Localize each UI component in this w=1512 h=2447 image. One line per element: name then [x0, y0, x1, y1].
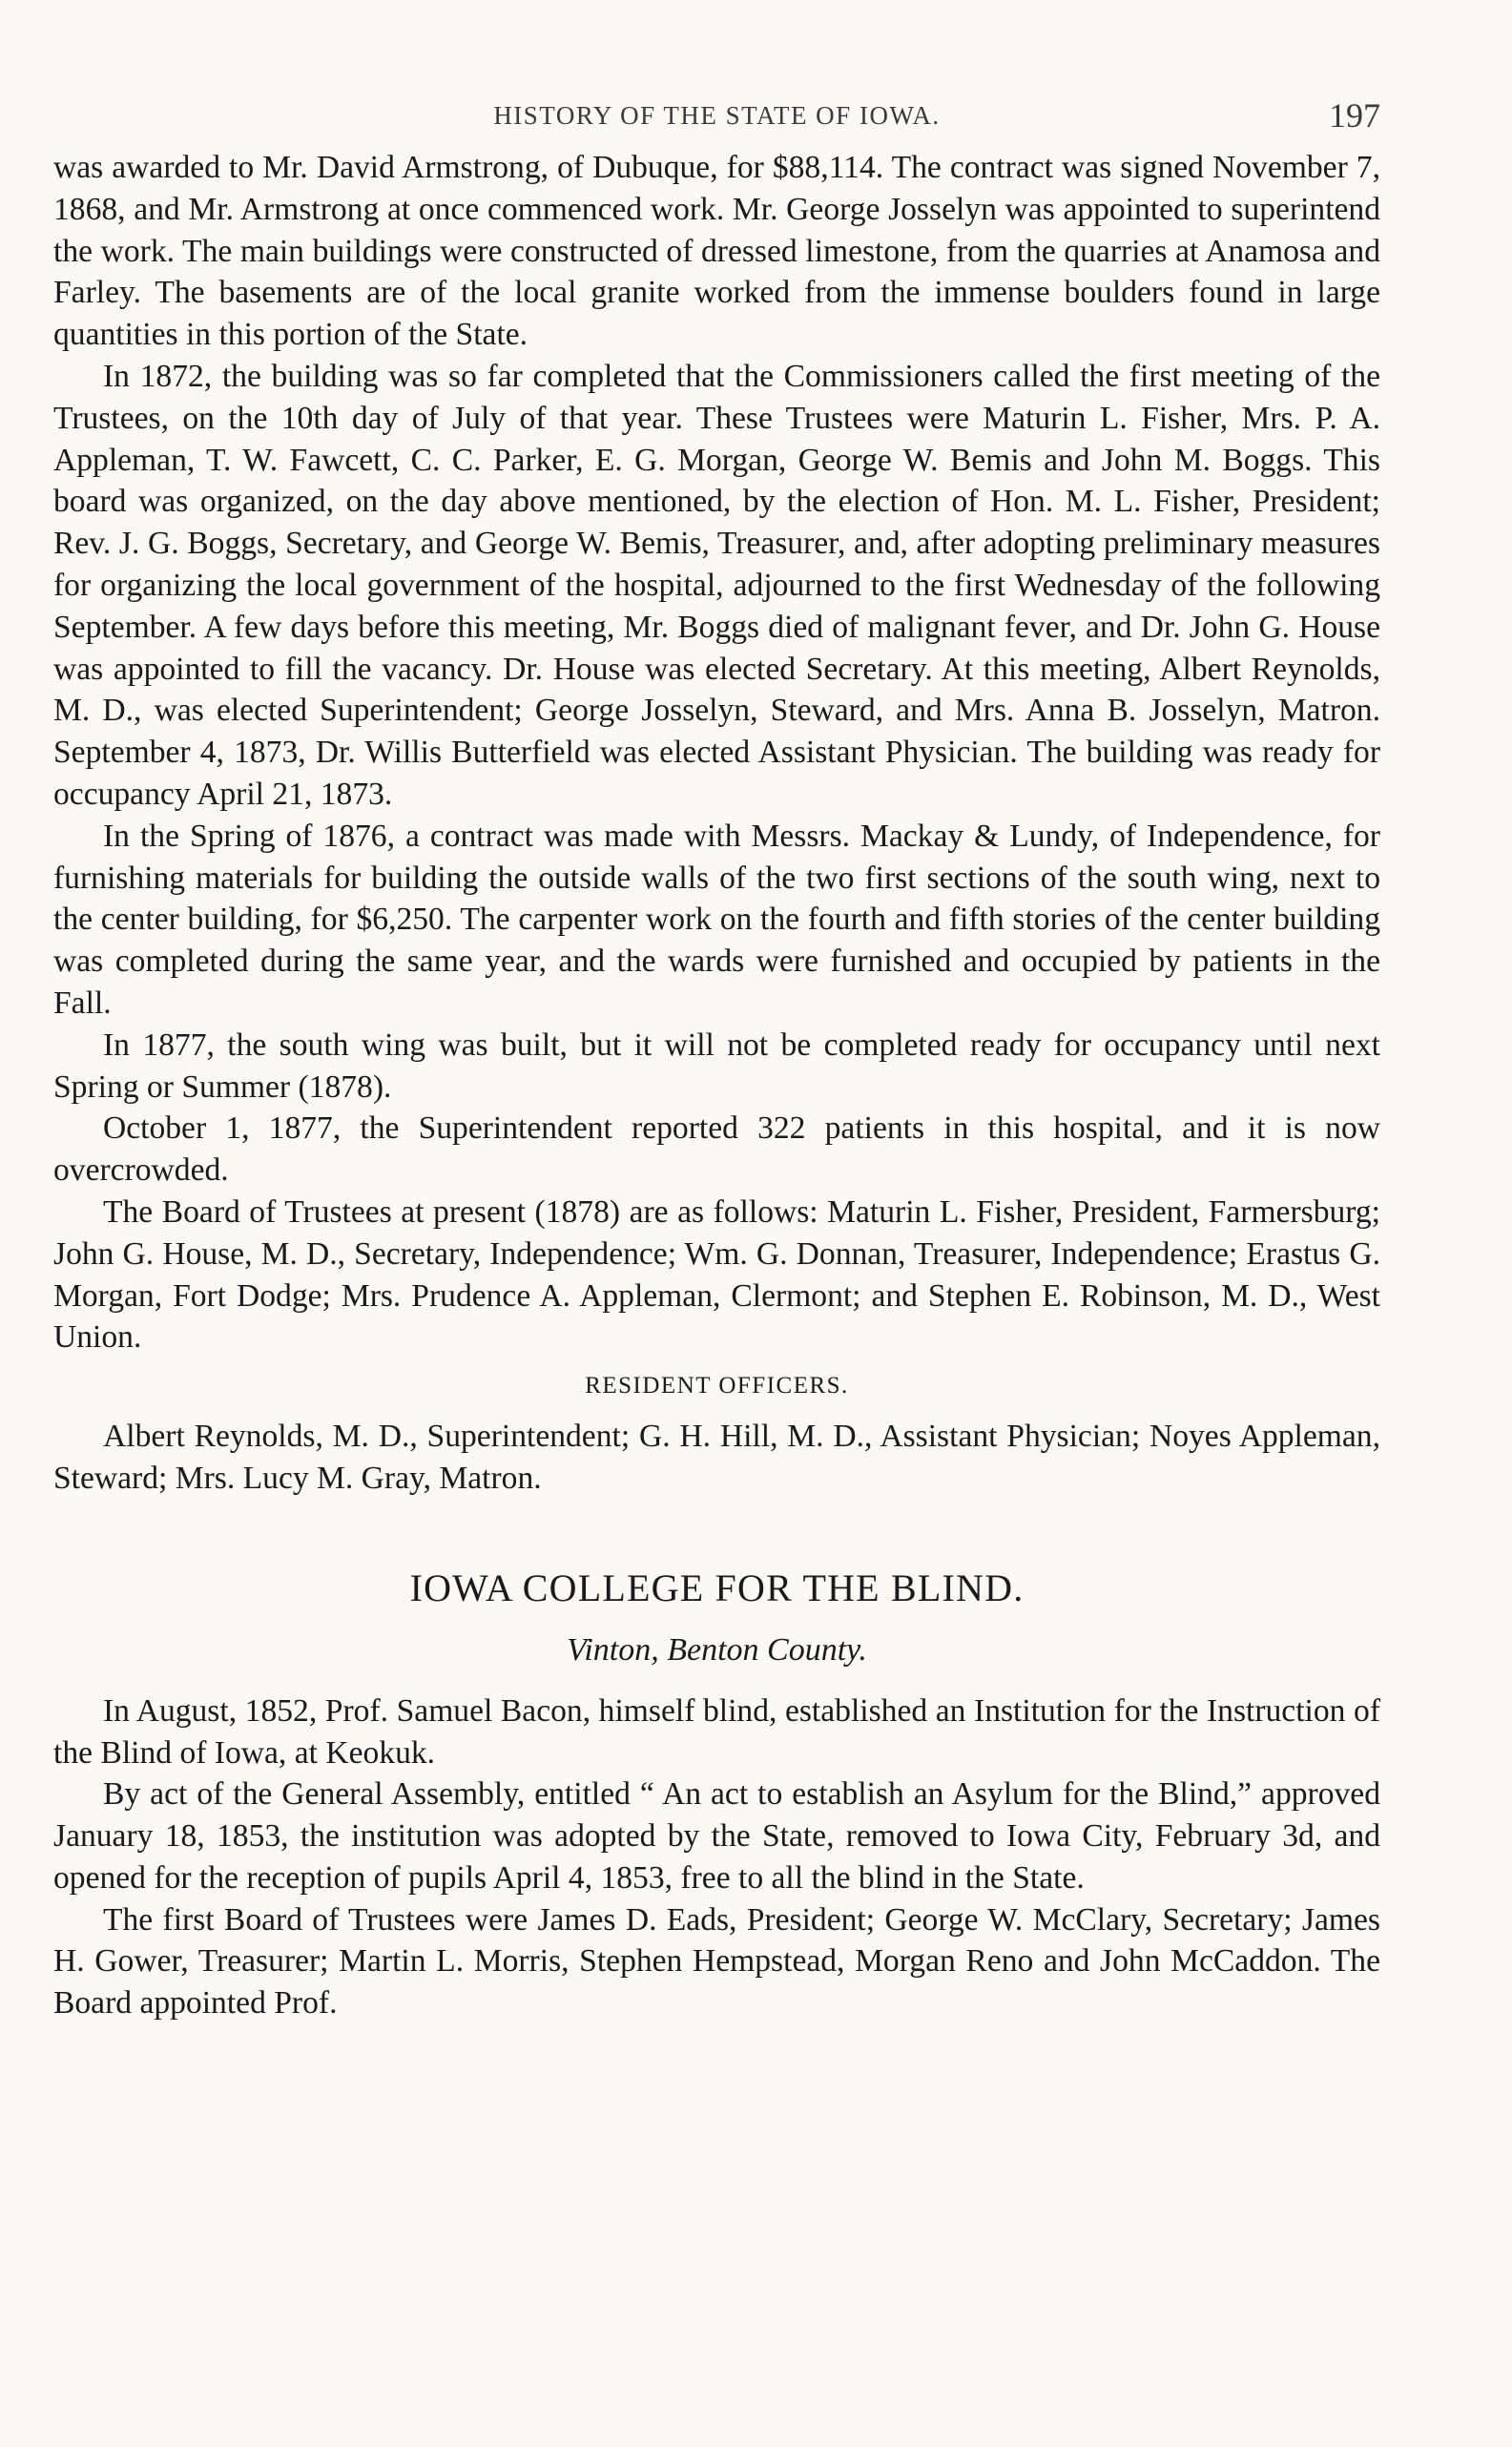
section-subtitle: Vinton, Benton County. — [567, 1631, 867, 1668]
paragraph: In 1872, the building was so far completed that the Commissioners called the first meeting of the Trustees, on the 10th day of July of that year. These Trustees were Maturin L. Fisher, Mrs. P. A. Appleman, T. W. Fawcett, C. C. Parker, E. G. Morgan, George W. Bemis and John M. Boggs. This board was organized, on the day above mentioned, by the election of Hon. M. L. Fisher, President; Rev. J. G. Boggs, Secretary, and George W. Bemis, Treasurer, and, after adopting preliminary measures for organizing the local government of the hospital, adjourned to the first Wednesday of the following September. A few days before this meeting, Mr. Boggs died of malignant fever, and Dr. John G. House was appointed to fill the vacancy. Dr. House was elected Secretary. At this meeting, Albert Reynolds, M. D., was elected Superintendent; George Josselyn, Steward, and Mrs. Anna B. Josselyn, Matron. September 4, 1873, Dr. Willis Butterfield was elected Assistant Physician. The building was ready for occupancy April 21, 1873. — [53, 358, 1380, 812]
running-title: HISTORY OF THE STATE OF IOWA. — [493, 101, 941, 130]
paragraph: By act of the General Assembly, entitled “ An act to establish an Asylum for the Blind,” approved January 18, 1853, the institution was adopted by the State, removed to Iowa City, February 3d, and opened for the reception of pupils April 4, 1853, free to all the blind in the State. — [53, 1776, 1380, 1896]
paragraph: was awarded to Mr. David Armstrong, of Dubuque, for $88,114. The contract was signed November 7, 1868, and Mr. Armstrong at once commenced work. Mr. George Josselyn was appointed to superintend the work. The main buildings were constructed of dressed limestone, from the quarries at Anamosa and Farley. The basements are of the local granite worked from the immense boulders found in large quantities in this portion of the State. — [53, 150, 1380, 353]
paragraph: October 1, 1877, the Superintendent reported 322 patients in this hospital, and it is now overcrowded. — [53, 1110, 1380, 1189]
paragraph: The first Board of Trustees were James D. Eads, President; George W. McClary, Secretary; James H. Gower, Treasurer; Martin L. Morris, Stephen Hempstead, Morgan Reno and John McCaddon. The Board appointed Prof. — [53, 1901, 1380, 2022]
main-text — [53, 147, 1380, 2024]
resident-officers-heading: RESIDENT OFFICERS. — [585, 1373, 849, 1400]
paragraph: In the Spring of 1876, a contract was made with Messrs. Mackay & Lundy, of Independence, for furnishing materials for building the outside walls of the two first sections of the south wing, next to the center building, for $6,250. The carpenter work on the fourth and fifth stories of the center building was completed during the same year, and the wards were furnished and occupied by patients in the Fall. — [53, 818, 1380, 1021]
paragraph: In 1877, the south wing was built, but it will not be completed ready for occupancy until next Spring or Summer (1878). — [53, 1026, 1380, 1105]
paragraph: The Board of Trustees at present (1878) are as follows: Maturin L. Fisher, President, Farmersburg; John G. House, M. D., Secretary, Independence; Wm. G. Donnan, Treasurer, Independence; Erastus G. Morgan, Fort Dodge; Mrs. Prudence A. Appleman, Clermont; and Stephen E. Robinson, M. D., West Union. — [53, 1193, 1380, 1356]
running-header — [53, 95, 1380, 137]
page-number: 197 — [1329, 96, 1380, 135]
resident-officers-text: Albert Reynolds, M. D., Superintendent; G. H. Hill, M. D., Assistant Physician; Noyes Appleman, Steward; Mrs. Lucy M. Gray, Matron. — [53, 1419, 1380, 1496]
paragraph: In August, 1852, Prof. Samuel Bacon, himself blind, established an Institution for the Instruction of the Blind of Iowa, at Keokuk. — [53, 1692, 1380, 1771]
section-title: IOWA COLLEGE FOR THE BLIND. — [409, 1566, 1025, 1609]
